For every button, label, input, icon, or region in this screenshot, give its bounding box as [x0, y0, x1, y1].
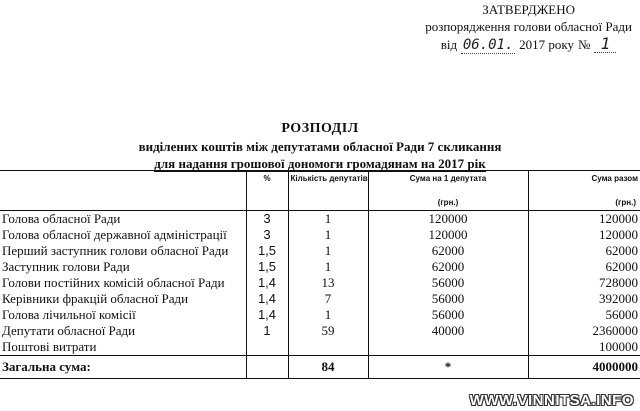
header-per-deputy [368, 171, 528, 211]
row-count: 13 [288, 275, 368, 291]
row-per-deputy: 56000 [368, 307, 528, 323]
row-name: Керівники фракцій обласної Ради [2, 291, 189, 306]
row-count: 59 [288, 323, 368, 339]
approval-year: 2017 року [519, 37, 575, 52]
row-name: Заступник голови Ради [2, 259, 130, 274]
row-count: 1 [288, 211, 368, 228]
row-name: Голова обласної Ради [2, 211, 121, 226]
distribution-table [0, 170, 640, 379]
table-row [0, 307, 640, 323]
summary-row [0, 356, 640, 379]
row-name: Поштові витрати [2, 339, 97, 354]
header-count: Кількість депутатів [288, 171, 368, 211]
approval-date-line [425, 36, 632, 54]
row-per-deputy: 120000 [368, 227, 528, 243]
approval-stamp [425, 2, 632, 54]
row-total: 62000 [528, 259, 640, 275]
document-subtitle-line1: виділених коштів між депутатами обласної Ради 7 скликання [138, 139, 502, 154]
row-percent: 1 [246, 323, 288, 339]
header-name [0, 171, 246, 211]
row-per-deputy: 62000 [368, 259, 528, 275]
table-row [0, 243, 640, 259]
table-header-row [0, 171, 640, 211]
row-name: Перший заступник голови обласної Ради [2, 243, 229, 258]
row-total: 120000 [528, 211, 640, 228]
watermark: WWW.VINNITSA.INFO [469, 392, 634, 409]
header-per-deputy-unit: (грн.) [437, 198, 459, 207]
row-name: Голови постійних комісій обласної Ради [2, 275, 225, 290]
row-count: 1 [288, 227, 368, 243]
table-row [0, 211, 640, 228]
approval-title: ЗАТВЕРДЖЕНО [482, 2, 575, 17]
row-per-deputy: 62000 [368, 243, 528, 259]
header-total [528, 171, 640, 211]
row-count: 7 [288, 291, 368, 307]
summary-count: 84 [288, 356, 368, 379]
summary-label: Загальна сума: [0, 356, 246, 379]
approval-number-label: № [578, 37, 591, 52]
table-row [0, 227, 640, 243]
row-percent [246, 339, 288, 356]
row-per-deputy: 40000 [368, 323, 528, 339]
row-per-deputy: 120000 [368, 211, 528, 228]
row-name: Депутати обласної Ради [2, 323, 136, 338]
table-row [0, 323, 640, 339]
row-total: 392000 [528, 291, 640, 307]
row-percent: 3 [246, 211, 288, 228]
row-per-deputy: 56000 [368, 291, 528, 307]
header-percent: % [246, 171, 288, 211]
approval-date: 06.01. [462, 37, 514, 53]
row-total: 2360000 [528, 323, 640, 339]
row-count: 1 [288, 307, 368, 323]
header-per-deputy-label: Сума на 1 депутата [409, 174, 487, 183]
row-percent: 1,4 [246, 291, 288, 307]
row-total: 100000 [528, 339, 640, 356]
table-row [0, 275, 640, 291]
summary-percent [246, 356, 288, 379]
document-title: РОЗПОДІЛ [281, 121, 359, 136]
row-percent: 3 [246, 227, 288, 243]
row-percent: 1,5 [246, 243, 288, 259]
row-name: Голова лічильної комісії [2, 307, 136, 322]
table-row [0, 291, 640, 307]
row-count: 1 [288, 243, 368, 259]
row-per-deputy: 56000 [368, 275, 528, 291]
table-row [0, 339, 640, 356]
row-percent: 1,4 [246, 275, 288, 291]
header-total-label: Сума разом [591, 174, 638, 183]
header-total-unit: (грн.) [615, 198, 636, 207]
row-per-deputy [368, 339, 528, 356]
row-count: 1 [288, 259, 368, 275]
table-row [0, 259, 640, 275]
document-subtitle-line2-text: для надання грошової дономоги громадянам на 2017 рік [154, 156, 486, 171]
row-percent: 1,5 [246, 259, 288, 275]
approval-subtitle: розпорядження голови обласної Ради [425, 19, 632, 34]
row-total: 728000 [528, 275, 640, 291]
row-percent: 1,4 [246, 307, 288, 323]
approval-from-label: від [440, 37, 458, 52]
row-total: 56000 [528, 307, 640, 323]
row-total: 120000 [528, 227, 640, 243]
approval-number: 1 [594, 36, 616, 53]
summary-per-deputy: * [368, 356, 528, 379]
row-count [288, 339, 368, 356]
row-total: 62000 [528, 243, 640, 259]
row-name: Голова обласної державної адміністрації [2, 227, 227, 242]
summary-total: 4000000 [528, 356, 640, 379]
